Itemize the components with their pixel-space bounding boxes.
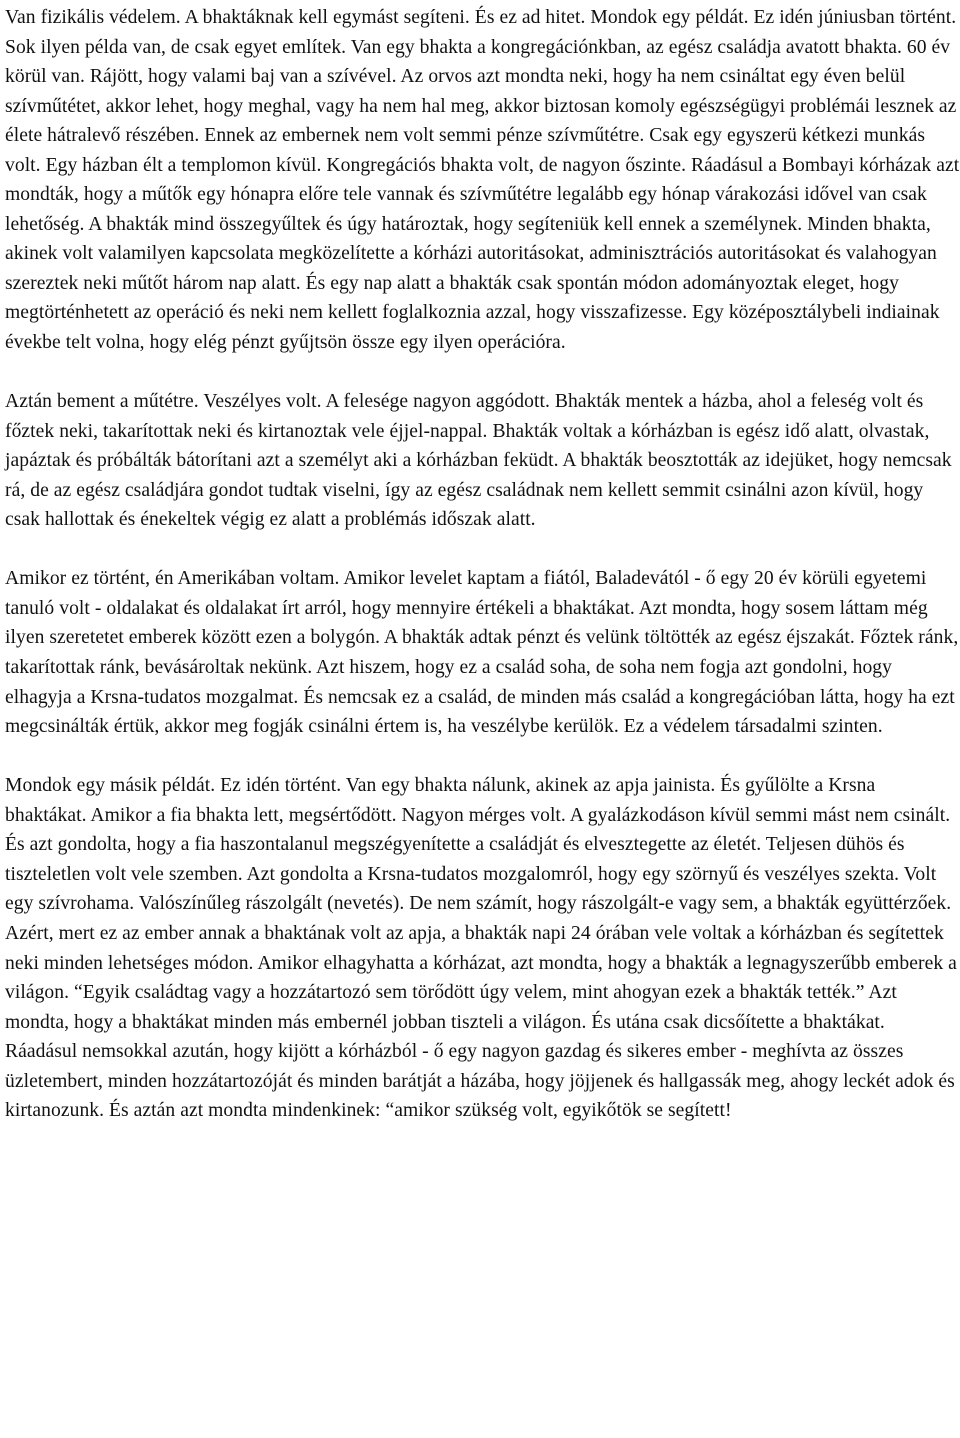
document-body bbox=[5, 3, 960, 1126]
paragraph-1: Van fizikális védelem. A bhaktáknak kell egymást segíteni. És ez ad hitet. Mondok egy példát. Ez idén júniusban történt. Sok ilyen példa van, de csak egyet említek. Van egy bhakta a kongregációnkban, az egész családja avatott bhakta. 60 év körül van. Rájött, hogy valami baj van a szívével. Az orvos azt mondta neki, hogy ha nem csináltat egy éven belül szívműtétet, akkor lehet, hogy meghal, vagy ha nem hal meg, akkor biztosan komoly egészségügyi problémái lesznek az élete hátralevő részében. Ennek az embernek nem volt semmi pénze szívműtétre. Csak egy egyszerü kétkezi munkás volt. Egy házban élt a templomon kívül. Kongregációs bhakta volt, de nagyon őszinte. Ráadásul a Bombayi kórházak azt mondták, hogy a műtők egy hónapra előre tele vannak és szívműtétre legalább egy hónap várakozási idővel van csak lehetőség. A bhakták mind összegyűltek és úgy határoztak, hogy segíteniük kell ennek a személynek. Minden bhakta, akinek volt valamilyen kapcsolata megközelítette a kórházi autoritásokat, adminisztrációs autoritásokat és valahogyan szereztek neki műtőt három nap alatt. És egy nap alatt a bhakták csak spontán módon adományoztak eleget, hogy megtörténhetett az operáció és neki nem kellett foglalkoznia azzal, hogy visszafizesse. Egy középosztálybeli indiainak évekbe telt volna, hogy elég pénzt gyűjtsön össze egy ilyen operációra. bbox=[5, 7, 960, 354]
paragraph-3: Amikor ez történt, én Amerikában voltam. Amikor levelet kaptam a fiától, Baladevától - ő egy 20 év körüli egyetemi tanuló volt - oldalakat és oldalakat írt arról, hogy mennyire értékeli a bhaktákat. Azt mondta, hogy sosem láttam még ilyen szeretetet emberek között ezen a bolygón. A bhakták adtak pénzt és velünk töltötték az egész éjszakát. Főztek ránk, takarítottak ránk, bevásároltak nekünk. Azt hiszem, hogy ez a család soha, de soha nem fogja azt gondolni, hogy elhagyja a Krsna-tudatos mozgalmat. És nemcsak ez a család, de minden más család a kongregációban látta, hogy ha ezt megcsinálták értük, akkor meg fogják csinálni értem is, ha veszélybe kerülök. Ez a védelem társadalmi szinten. bbox=[5, 568, 959, 738]
paragraph-2: Aztán bement a műtétre. Veszélyes volt. A felesége nagyon aggódott. Bhakták mentek a házba, ahol a feleség volt és főztek neki, takarítottak neki és kirtanoztak vele éjjel-nappal. Bhakták voltak a kórházban is egész idő alatt, olvastak, japáztak és próbálták bátorítani azt a személyt aki a kórházban feküdt. A bhakták beosztották az idejüket, hogy nemcsak rá, de az egész családjára gondot tudtak viselni, így az egész családnak nem kellett semmit csinálni azon kívül, hogy csak hallottak és énekeltek végig ez alatt a problémás időszak alatt. bbox=[5, 391, 952, 531]
paragraph-4: Mondok egy másik példát. Ez idén történt. Van egy bhakta nálunk, akinek az apja jainista. És gyűlölte a Krsna bhaktákat. Amikor a fia bhakta lett, megsértődött. Nagyon mérges volt. A gyalázkodáson kívül semmi mást nem csinált. És azt gondolta, hogy a fia haszontalanul megszégyenítette a családját és elvesztegette az életét. Teljesen dühös és tiszteletlen volt vele szemben. Azt gondolta a Krsna-tudatos mozgalomról, hogy egy szörnyű és veszélyes szekta. Volt egy szívrohama. Valószínűleg rászolgált (nevetés). De nem számít, hogy rászolgált-e vagy sem, a bhakták együttérzőek. Azért, mert ez az ember annak a bhaktának volt az apja, a bhakták napi 24 órában vele voltak a kórházban és segítettek neki minden lehetséges módon. Amikor elhagyhatta a kórházat, azt mondta, hogy a bhakták a legnagyszerűbb emberek a világon. “Egyik családtag vagy a hozzátartozó sem törődött úgy velem, mint ahogyan ezek a bhakták tették.” Azt mondta, hogy a bhaktákat minden más embernél jobban tiszteli a világon. És utána csak dicsőítette a bhaktákat. Ráadásul nemsokkal azután, hogy kijött a kórházból - ő egy nagyon gazdag és sikeres ember - meghívta az összes üzletembert, minden hozzátartozóját és minden barátját a házába, hogy jöjjenek és hallgassák meg, ahogy leckét adok és kirtanozunk. És aztán azt mondta mindenkinek: “amikor szükség volt, egyikőtök se segített! bbox=[5, 775, 957, 1122]
